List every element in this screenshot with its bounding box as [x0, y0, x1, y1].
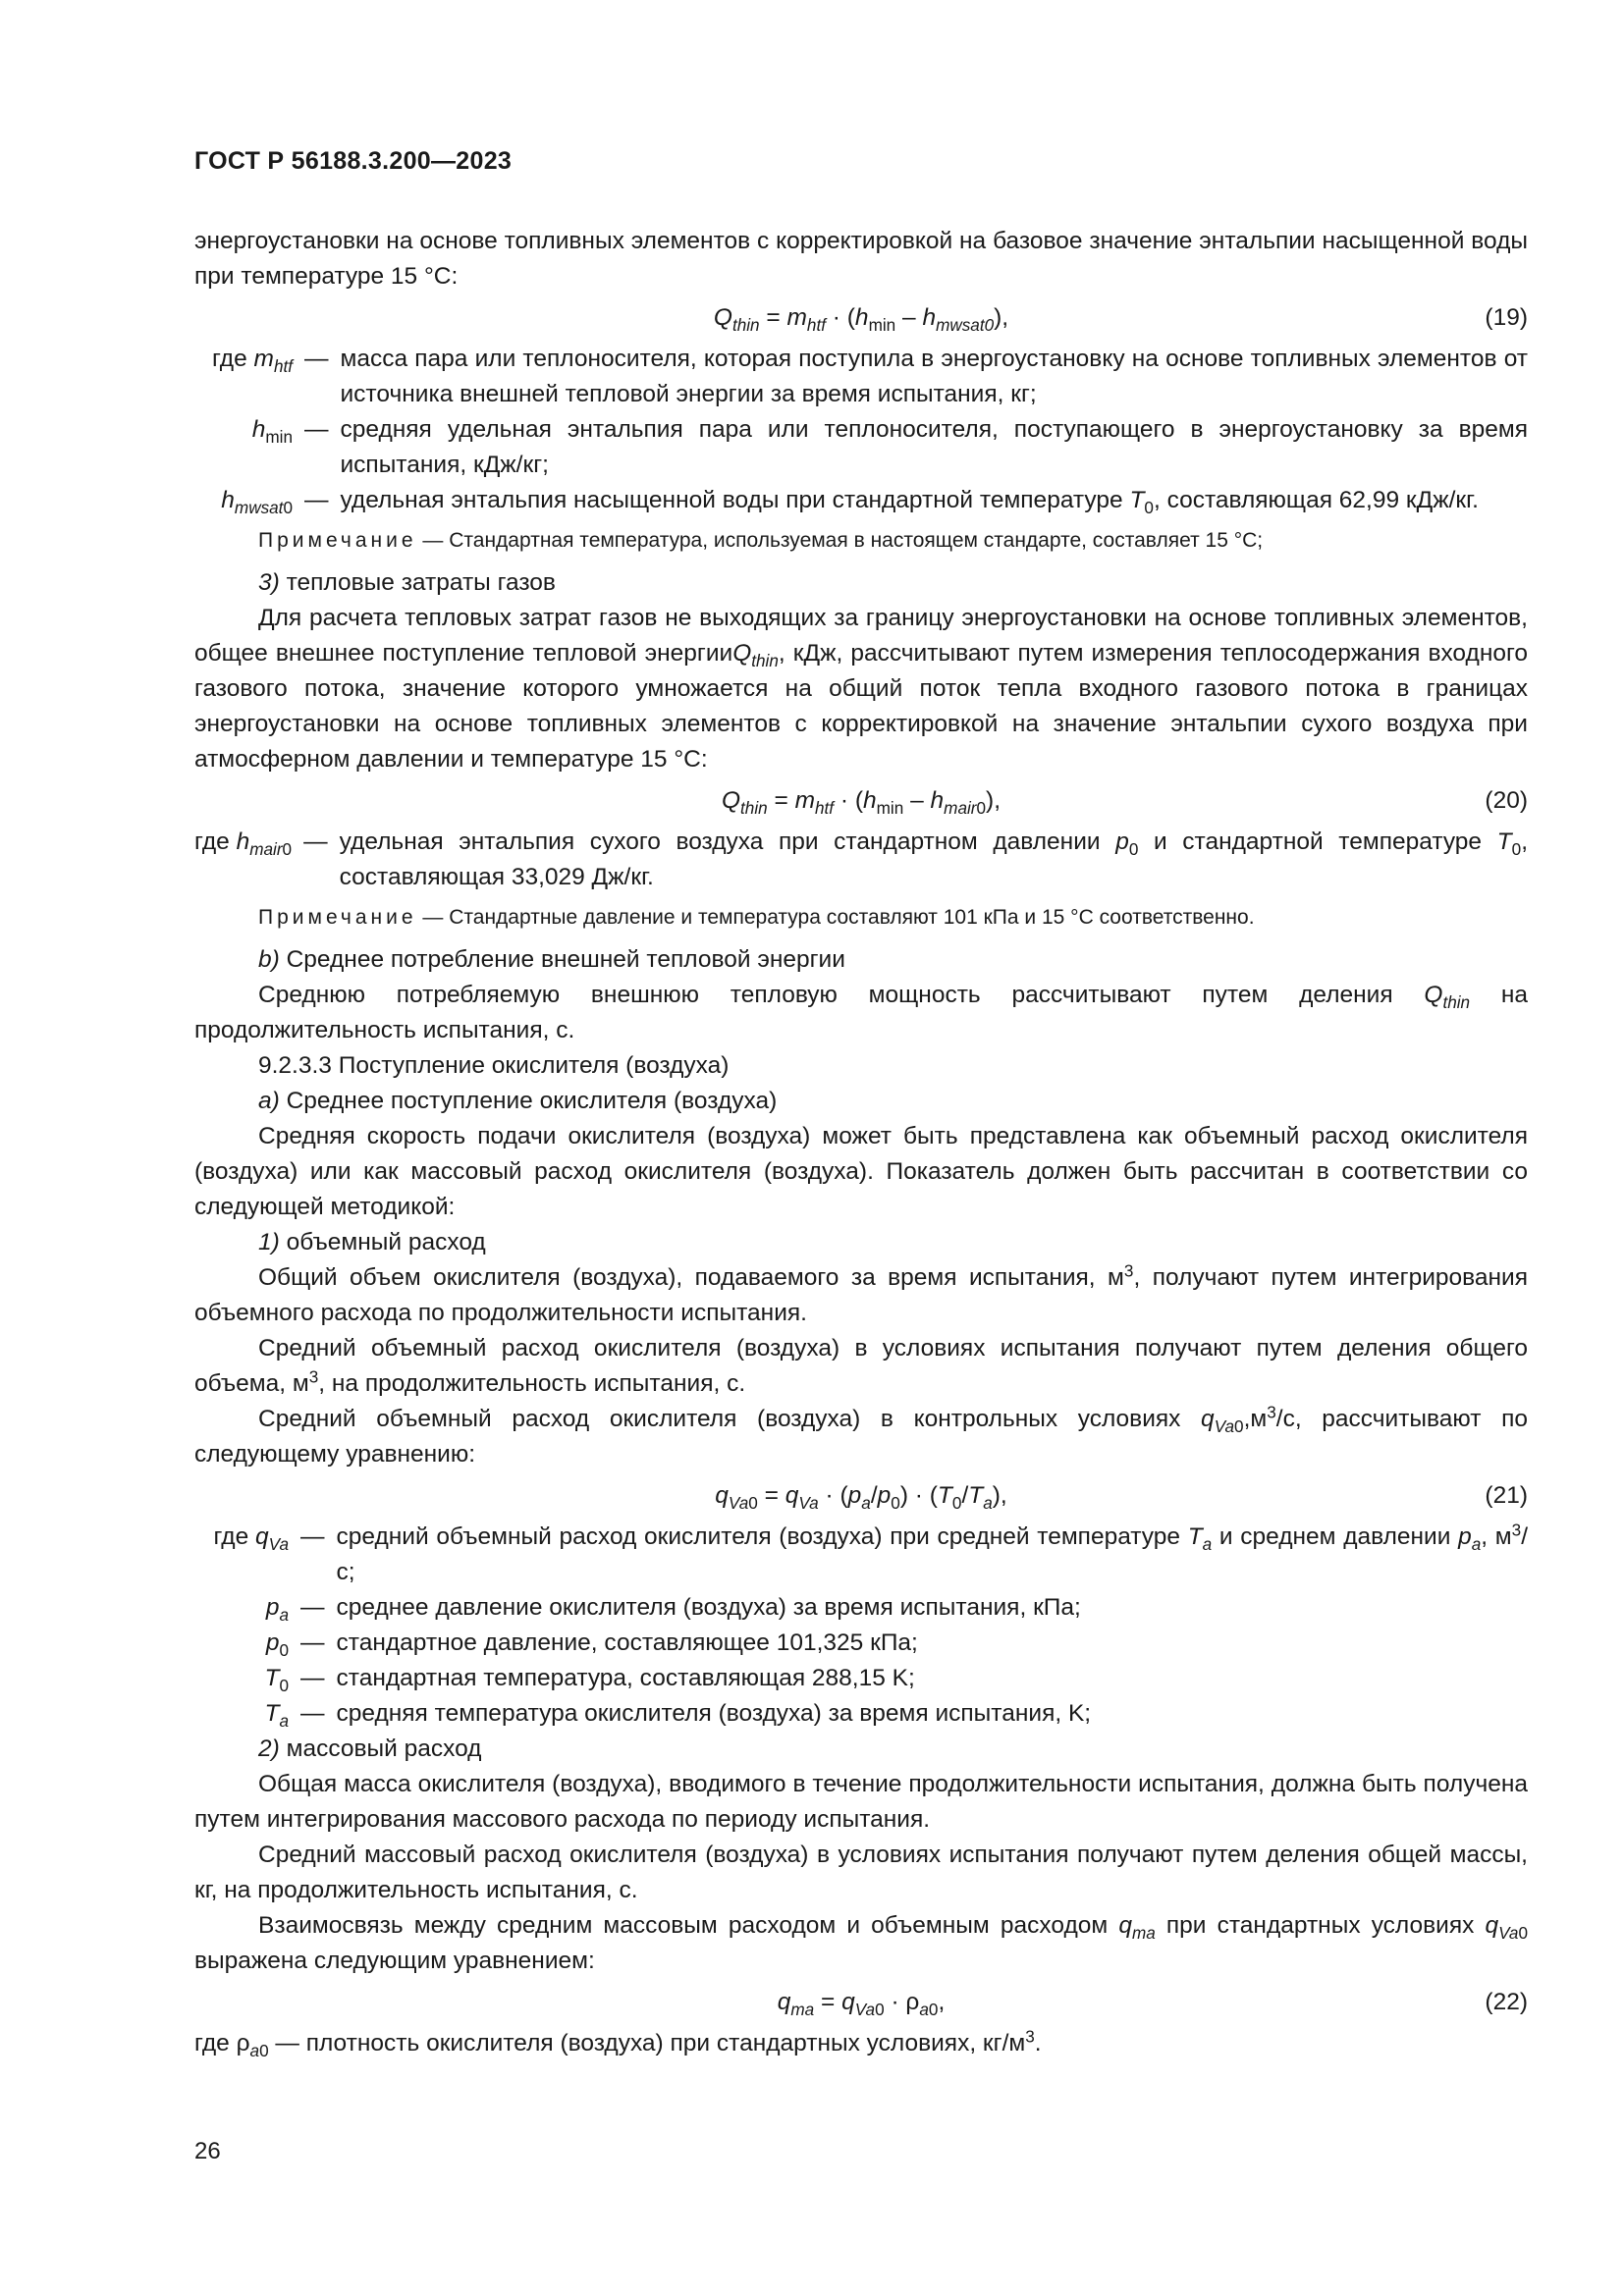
document-body — [194, 224, 1528, 2061]
formula-number: (20) — [1485, 787, 1528, 814]
paragraph: Взаимосвязь между средним массовым расходом и объемным расходом $q_{ma}$ при стандартных условиях $q_{Va0}$ выражена следующим уравнением: — [194, 1912, 1528, 1974]
formula-21: $q_{Va0} = q_{Va} \cdot (p_a/p_0) \cdot (T_0/T_a)$, (21) — [194, 1472, 1528, 1520]
where-item: где $\rho_{a0}$ — плотность окислителя (воздуха) при стандартных условиях, $кг/м^3$. — [194, 2026, 1042, 2060]
formula-number: (21) — [1485, 1482, 1528, 1509]
where-item: $p_a$ — среднее давление окислителя (воздуха) за время испытания, кПа; — [265, 1594, 1081, 1625]
where-item: $h_{mwsat0}$ — удельная энтальпия насыщенной воды при стандартной температуре $T_0$, составляющая 62,99 кДж/кг. — [221, 487, 1479, 517]
page-number: 26 — [194, 2138, 221, 2164]
paragraph: энергоустановки на основе топливных элементов с корректировкой на базовое значение энтальпии насыщенной воды при температуре 15 °С: — [194, 228, 1528, 290]
list-item: 2) массовый расход — [258, 1735, 482, 1762]
where-item: $p_0$ — стандартное давление, составляющее 101,325 кПа; — [265, 1629, 918, 1660]
section-heading: 9.2.3.3 Поступление окислителя (воздуха) — [258, 1052, 730, 1079]
note: Примечание — Стандартная температура, используемая в настоящем стандарте, составляет 15 °С; — [258, 529, 1264, 552]
where-item: $T_a$ — средняя температура окислителя (воздуха) за время испытания, K; — [264, 1700, 1092, 1731]
where-item: где $q_{Va}$ — средний объемный расход окислителя (воздуха) при средней температуре $T_a$ и среднем давлении $p_a$, $м^3/с$; — [213, 1520, 1528, 1585]
formula-number: (22) — [1485, 1989, 1528, 2015]
paragraph: Для расчета тепловых затрат газов не выходящих за границу энергоустановки на основе топливных элементов, общее внешнее поступление тепловой энергииQ$_{thin}$, кДж, рассчитывают путем измерения теплосодержания входного газового потока, значение которого умножается на общий поток тепла входного газового потока в границах энергоустановки на основе топливных элементов с корректировкой на значение энтальпии сухого воздуха при атмосферном давлении и температуре 15 °С: — [194, 605, 1528, 773]
paragraph: Средний массовый расход окислителя (воздуха) в условиях испытания получают путем деления общей массы, кг, на продолжительность испытания, с. — [194, 1842, 1528, 1903]
where-item: $h_{min}$ — средняя удельная энтальпия пара или теплоносителя, поступающего в энергоустановку за время испытания, кДж/кг; — [251, 416, 1528, 478]
paragraph: Общий объем окислителя (воздуха), подаваемого за время испытания, $м^3$, получают путем интегрирования объемного расхода по продолжительности испытания. — [194, 1260, 1528, 1326]
paragraph: Средняя скорость подачи окислителя (воздуха) может быть представлена как объемный расход окислителя (воздуха) или как массовый расход окислителя (воздуха). Показатель должен быть рассчитан в соответствии со следующей методикой: — [194, 1123, 1528, 1220]
formula-22: $q_{ma} = q_{Va0} \cdot \rho_{a0}$, (22) — [194, 1979, 1528, 2026]
paragraph: Среднюю потребляемую внешнюю тепловую мощность рассчитывают путем деления $Q_{thin}$ на продолжительность испытания, с. — [194, 982, 1528, 1043]
formula-20: $Q_{thin} = m_{htf} \cdot (h_{min} - h_{mair0})$, (20) — [194, 777, 1528, 825]
list-item: b) Среднее потребление внешней тепловой энергии — [258, 946, 845, 973]
note: Примечание — Стандартные давление и температура составляют 101 кПа и 15 °С соответственно. — [258, 906, 1255, 929]
where-item: $T_0$ — стандартная температура, составляющая 288,15 K; — [264, 1665, 915, 1695]
standard-header: ГОСТ Р 56188.3.200—2023 — [194, 147, 513, 175]
where-item: где $h_{mair0}$ — удельная энтальпия сухого воздуха при стандартном давлении $p_0$ и стандартной температуре $T_0$, составляющая 33,029 Дж/кг. — [194, 828, 1528, 890]
where-item: где $m_{htf}$ — масса пара или теплоносителя, которая поступила в энергоустановку на основе топливных элементов от источника внешней тепловой энергии за время испытания, кг; — [211, 346, 1528, 407]
formula-number: (19) — [1485, 304, 1528, 331]
list-item: 1) объемный расход — [258, 1229, 486, 1255]
paragraph: Средний объемный расход окислителя (воздуха) в условиях испытания получают путем деления общего объема, $м^3$, на продолжительность испытания, с. — [194, 1335, 1528, 1397]
paragraph: Общая масса окислителя (воздуха), вводимого в течение продолжительности испытания, должна быть получена путем интегрирования массового расхода по периоду испытания. — [194, 1771, 1528, 1833]
paragraph: Средний объемный расход окислителя (воздуха) в контрольных условиях $q_{Va0},м^3/с$, рассчитывают по следующему уравнению: — [194, 1402, 1528, 1468]
list-item: 3) тепловые затраты газов — [258, 569, 556, 596]
formula-19: $Q_{thin} = m_{htf} \cdot (h_{min} - h_{mwsat0})$, (19) — [194, 294, 1528, 342]
list-item: а) Среднее поступление окислителя (воздуха) — [258, 1088, 778, 1114]
